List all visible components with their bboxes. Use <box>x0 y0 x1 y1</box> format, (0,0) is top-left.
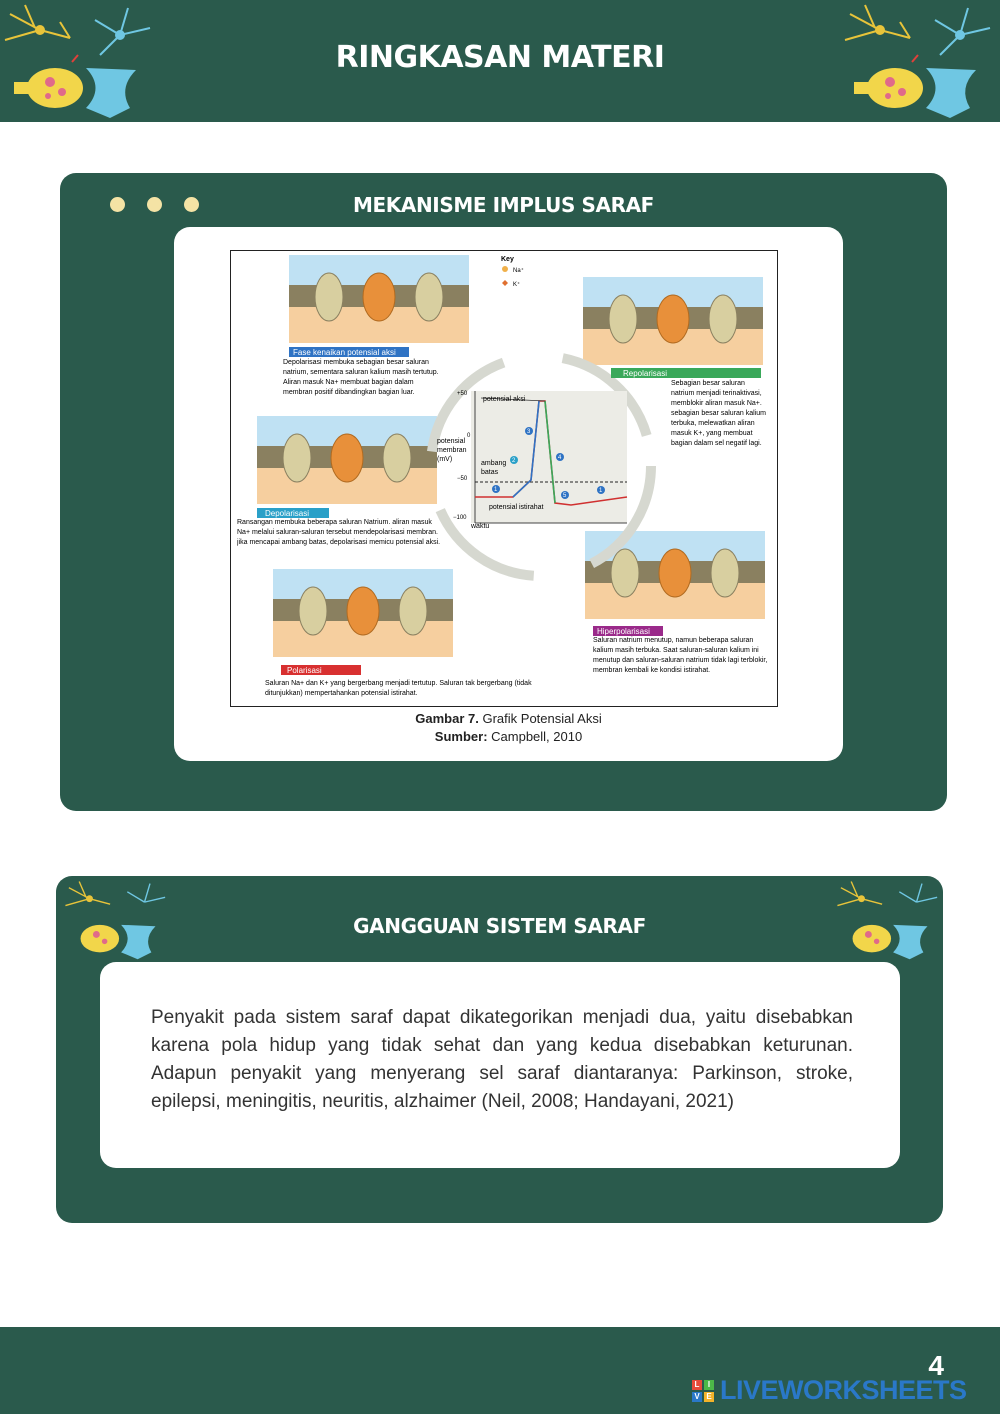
step1-label: Polarisasi <box>287 666 322 675</box>
section-title: MEKANISME IMPLUS SARAF <box>353 193 654 217</box>
body-paragraph: Penyakit pada sistem saraf dapat dikategorikan menjadi dua, yaitu disebabkan karena pola hidup yang tidak sehat dan yang kedua disebabkan keturunan. Adapun penyakit yang menyerang sel saraf diantaranya: Parkinson, stroke, epilepsi, meningitis, neuritis, alzhaimer (Neil, 2008; Handayani, 2021) <box>151 1007 853 1112</box>
graph-ylabel: potensial membran (mV) <box>437 438 467 463</box>
disorders-card <box>56 876 943 1223</box>
key-label: Key <box>501 256 514 263</box>
sodium-icon <box>502 266 508 272</box>
caption-text: Grafik Potensial Aksi <box>478 711 602 726</box>
membrane-step4 <box>583 277 763 365</box>
step3-text: Depolarisasi membuka sebagian besar saluran natrium, sementara saluran kalium masih tertutup. Aliran masuk Na+ membuat bagian dalam membran positif dibandingkan bagian luar. <box>283 359 439 396</box>
liveworksheets-logo[interactable] <box>692 1375 967 1406</box>
svg-text:2: 2 <box>512 458 516 464</box>
svg-text:4: 4 <box>558 455 562 461</box>
key-na: Na⁺ <box>513 268 524 274</box>
page-number: 4 <box>928 1350 944 1381</box>
figure-panel <box>174 227 843 761</box>
figure-source <box>174 729 843 744</box>
step2-label: Depolarisasi <box>265 509 310 518</box>
tick-minus100: −100 <box>453 515 467 521</box>
graph-label-istirahat: potensial istirahat <box>489 504 544 511</box>
graph-xlabel: waktu <box>471 523 490 530</box>
logo-text: LIVEWORKSHEETS <box>720 1375 967 1405</box>
tick-0: 0 <box>467 433 471 439</box>
step4-text: Sebagian besar saluran natrium menjadi terinaktivasi, memblokir aliran masuk Na+. sebagian besar saluran kalium terbuka, melewatkan aliran masuk K+, yang membuat bagian dalam sel negatif lagi. <box>671 380 766 447</box>
step3-label: Fase kenaikan potensial aksi <box>293 348 396 357</box>
step5-text: Saluran natrium menutup, namun beberapa saluran kalium masih terbuka. Saat saluran-saluran kalium ini menutup dan saluran-saluran natrium tidak lagi terblokir, membran kembali ke kondisi istirahat. <box>593 637 768 674</box>
page-title: RINGKASAN MATERI <box>335 40 665 75</box>
membrane-step2 <box>257 416 437 504</box>
figure-caption <box>174 711 843 726</box>
action-potential-diagram <box>231 251 777 706</box>
svg-text:3: 3 <box>527 429 531 435</box>
membrane-step3 <box>289 255 469 343</box>
section-title: GANGGUAN SISTEM SARAF <box>353 914 646 938</box>
logo-grid-icon: L I V E <box>692 1380 714 1402</box>
graph-label-aksi: potensial aksi <box>483 396 526 403</box>
step2-text: Ransangan membuka beberapa saluran Natrium. aliran masuk Na+ melalui saluran-saluran tersebut mendepolarisasi membran. jika mencapai ambang batas, depolarisasi memicu potensial aksi. <box>237 519 441 546</box>
step4-label: Repolarisasi <box>623 369 668 378</box>
action-potential-figure <box>230 250 778 707</box>
svg-text:1: 1 <box>599 488 603 494</box>
caption-label: Gambar 7. <box>415 711 479 726</box>
tick-minus50: −50 <box>457 476 468 482</box>
key-k: K⁺ <box>513 282 521 288</box>
source-text: Campbell, 2010 <box>487 729 583 744</box>
membrane-step1 <box>273 569 453 657</box>
step1-text: Saluran Na+ dan K+ yang bergerbang menjadi tertutup. Saluran tak bergerbang (tidak ditunjukkan) mempertahankan potensial istirahat. <box>265 680 532 697</box>
source-label: Sumber: <box>434 729 488 744</box>
potassium-icon <box>502 280 508 286</box>
step5-label: Hiperpolarisasi <box>597 627 650 636</box>
text-panel <box>100 962 900 1168</box>
svg-text:5: 5 <box>563 493 567 499</box>
svg-text:1: 1 <box>494 487 498 493</box>
mechanism-card <box>60 173 947 811</box>
tick-plus50: +50 <box>457 391 468 397</box>
graph-label-ambang: ambang batas <box>481 460 507 476</box>
